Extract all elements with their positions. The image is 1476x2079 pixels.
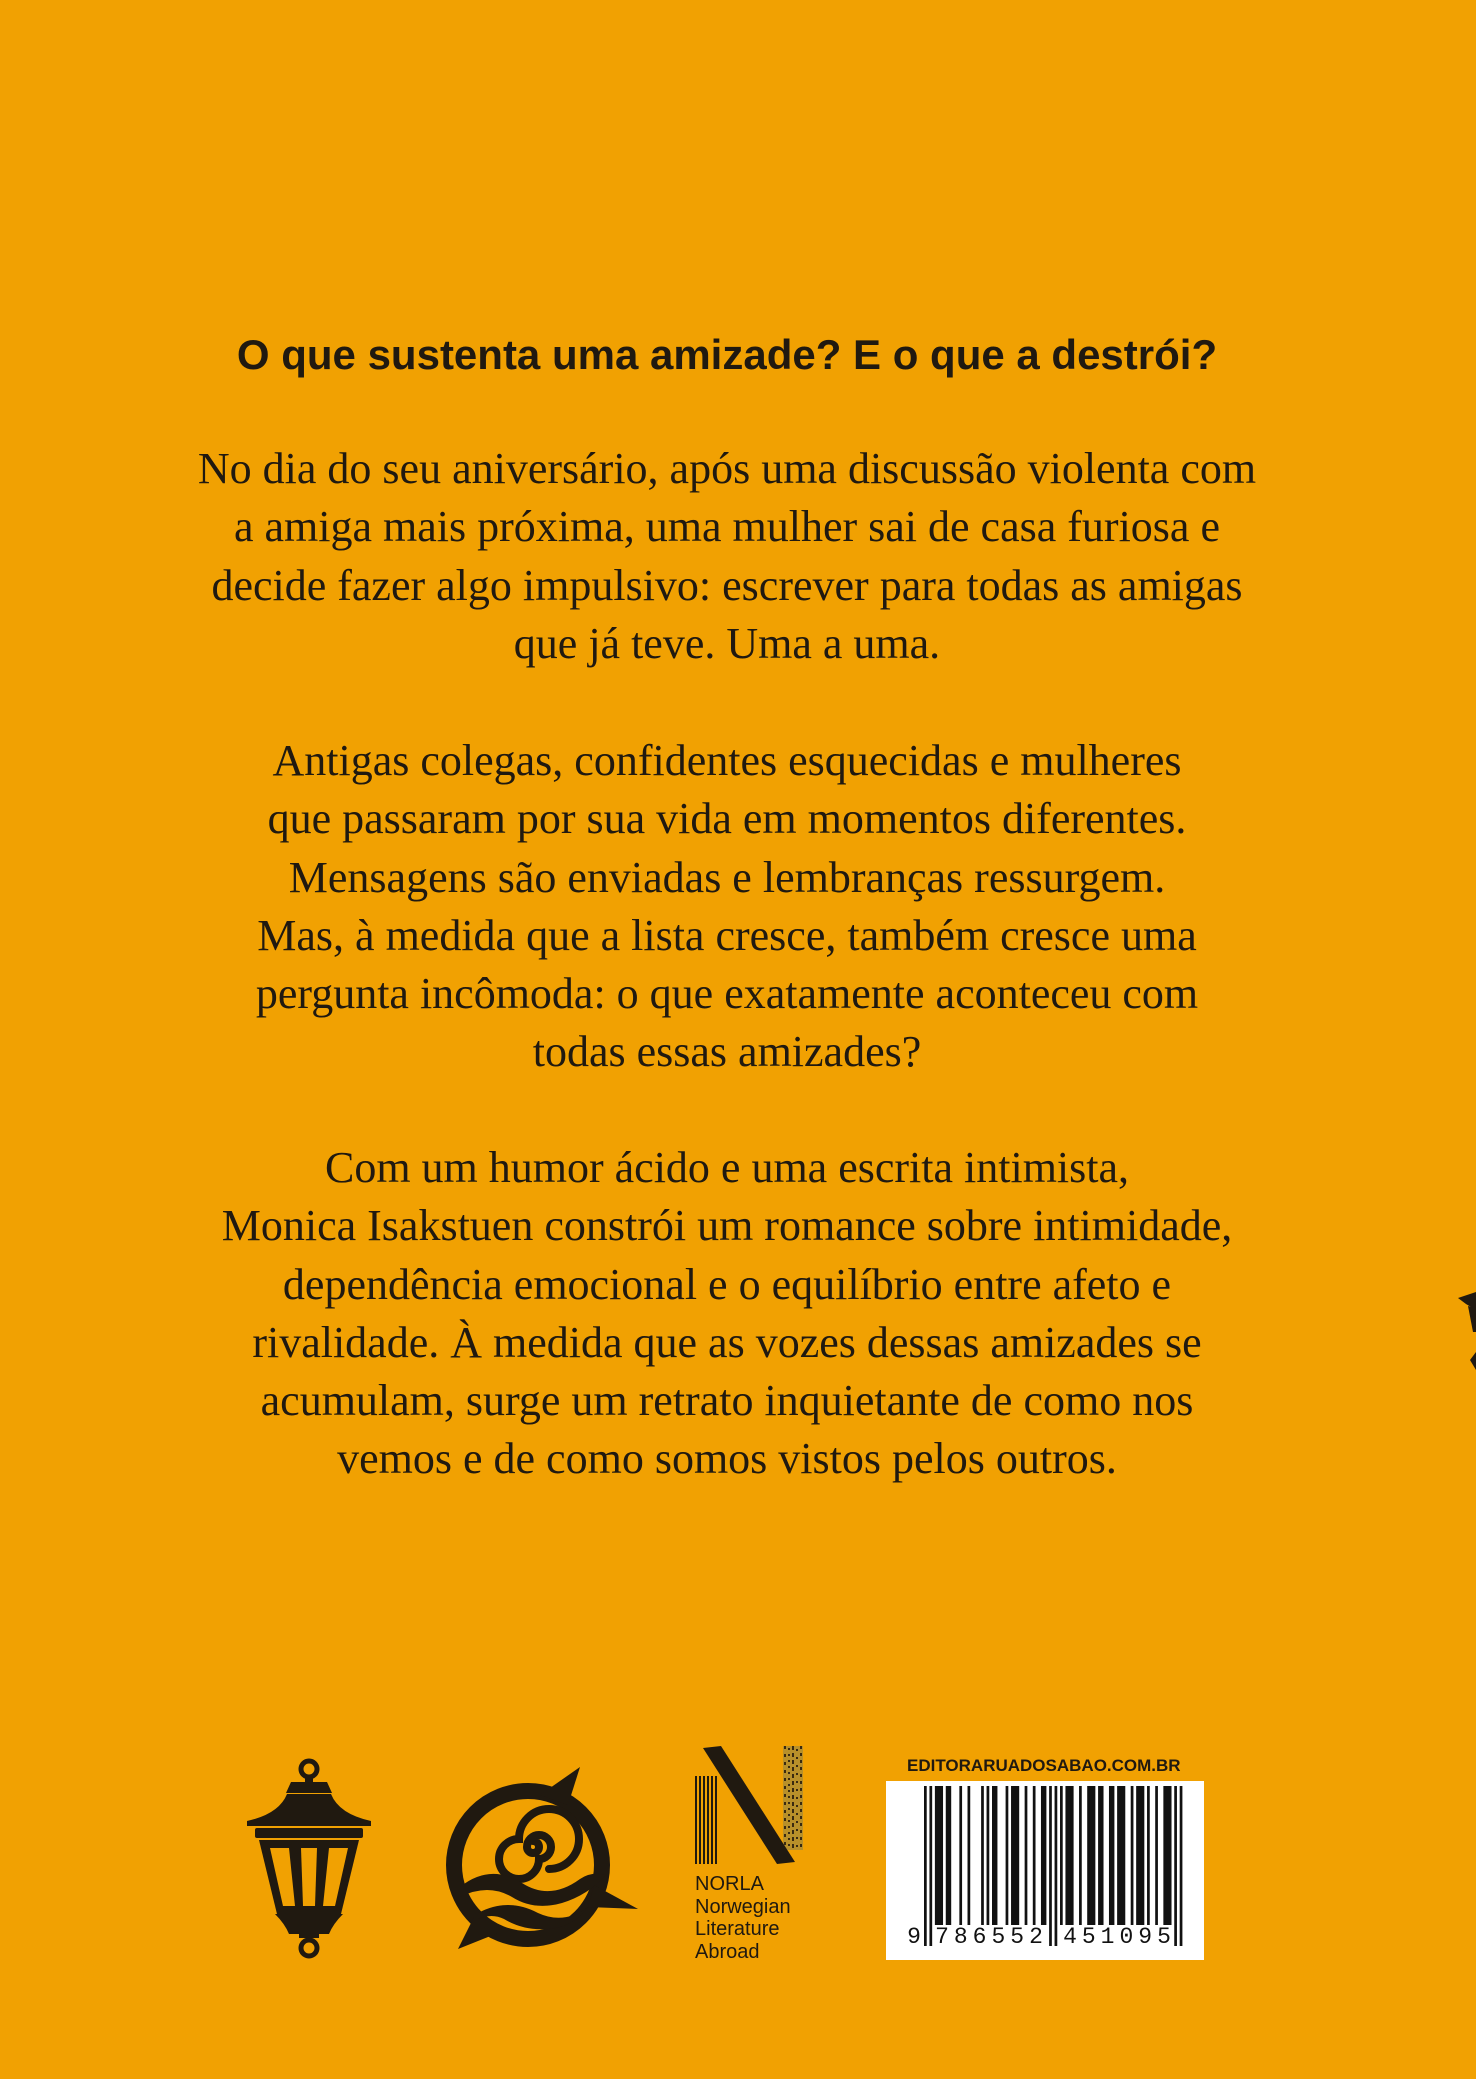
synopsis-paragraph (0, 440, 1454, 673)
barcode-bar (1025, 1786, 1028, 1925)
barcode-guard-bar (1174, 1786, 1177, 1946)
barcode-guard-bar (1180, 1786, 1183, 1946)
synopsis-line: Mensagens são enviadas e lembranças ressurgem. (288, 852, 1166, 902)
synopsis-line: dependência emocional e o equilíbrio entre afeto e (282, 1259, 1172, 1309)
barcode-bar (1087, 1786, 1095, 1925)
barcode-bar (946, 1786, 951, 1925)
barcode-bar (1155, 1786, 1158, 1925)
publisher-website: EDITORARUADOSABAO.COM.BR (907, 1756, 1181, 1775)
norla-label-line: Norwegian (695, 1895, 791, 1918)
barcode-bar (1136, 1786, 1144, 1925)
barcode-bar (987, 1786, 990, 1925)
barcode-guard-bar (1049, 1786, 1052, 1946)
barcode-guard-bar (929, 1786, 932, 1946)
headline: O que sustenta uma amizade? E o que a destrói? (236, 331, 1218, 378)
synopsis-line: rivalidade. À medida que as vozes dessas amizades se (252, 1317, 1202, 1367)
barcode-bar (1109, 1786, 1114, 1925)
barcode-bar (968, 1786, 971, 1925)
barcode-bar (1065, 1786, 1073, 1925)
barcode-bar (1041, 1786, 1046, 1925)
barcode-bar (1131, 1786, 1134, 1925)
synopsis-paragraph (0, 732, 1454, 1082)
synopsis-line: Mas, à medida que a lista cresce, também cresce uma (257, 910, 1197, 960)
barcode-guard-bar (1055, 1786, 1058, 1946)
barcode-digit-group: 9 (907, 1924, 921, 1950)
norla-label-line: NORLA (695, 1873, 764, 1895)
isbn-barcode (886, 1781, 1204, 1960)
barcode-bar (935, 1786, 943, 1925)
synopsis-line: acumulam, surge um retrato inquietante de como nos (260, 1376, 1194, 1426)
lantern-icon (247, 1758, 371, 1960)
barcode-digit-group: 451095 (1063, 1924, 1176, 1950)
synopsis-paragraph (0, 1139, 1454, 1489)
barcode-bar (981, 1786, 984, 1925)
barcode-digit-group: 786552 (935, 1924, 1048, 1950)
norla-label (695, 1873, 791, 1963)
barcode-bar (1117, 1786, 1125, 1925)
barcode-bar (1033, 1786, 1036, 1925)
edge-ornament-icon (1450, 1290, 1476, 1372)
barcode-bar (992, 1786, 997, 1925)
synopsis-line: Antigas colegas, confidentes esquecidas e mulheres (272, 736, 1182, 785)
barcode-bar (959, 1786, 962, 1925)
barcode-bar (1079, 1786, 1082, 1925)
norla-label-line: Literature (695, 1918, 780, 1940)
synopsis-line: No dia do seu aniversário, após uma discussão violenta com (197, 444, 1257, 493)
barcode-bar (1006, 1786, 1009, 1925)
synopsis-line: que passaram por sua vida em momentos diferentes. (267, 794, 1187, 844)
synopsis-line: vemos e de como somos vistos pelos outros. (337, 1434, 1117, 1484)
synopsis-line: Monica Isakstuen constrói um romance sobre intimidade, (221, 1201, 1233, 1251)
synopsis-line: todas essas amizades? (532, 1027, 922, 1077)
barcode-bar (1011, 1786, 1019, 1925)
barcode-bar (1163, 1786, 1171, 1925)
synopsis-line: pergunta incômoda: o que exatamente aconteceu com (255, 969, 1199, 1019)
barcode-guard-bar (924, 1786, 927, 1946)
synopsis-line: Com um humor ácido e uma escrita intimista, (324, 1143, 1130, 1192)
barcode-bar (1098, 1786, 1103, 1925)
barcode-bar (1147, 1786, 1150, 1925)
synopsis-line: a amiga mais próxima, uma mulher sai de casa furiosa e (234, 502, 1220, 552)
norla-label-line: Abroad (695, 1940, 760, 1963)
synopsis-line: que já teve. Uma a uma. (513, 618, 941, 668)
barcode-bar (1060, 1786, 1063, 1925)
swirl-emblem-icon (438, 1767, 638, 1951)
synopsis-line: decide fazer algo impulsivo: escrever para todas as amigas (211, 560, 1243, 610)
norla-n-icon (695, 1746, 805, 1864)
